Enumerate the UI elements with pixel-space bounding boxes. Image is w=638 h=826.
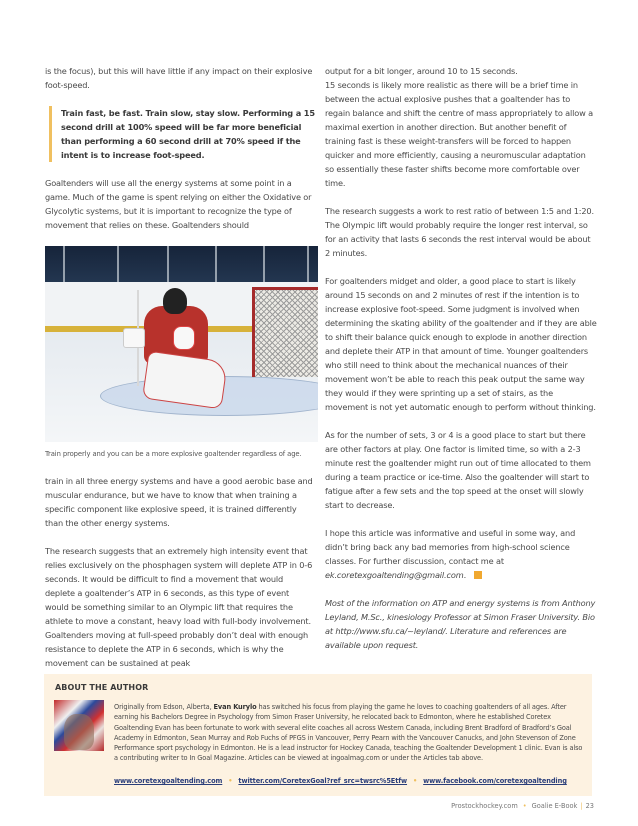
glass-divider bbox=[215, 246, 217, 282]
page-footer bbox=[451, 802, 594, 810]
footer-divider: | bbox=[580, 802, 583, 810]
photo-caption: Train properly and you can be a more explosive goaltender regardless of age. bbox=[45, 450, 302, 458]
mask-face-shape bbox=[64, 714, 94, 750]
work-rest-ratio-paragraph: The research suggests a work to rest ratio of between 1:5 and 1:20. The Olympic lift would probably require the longer rest interval, so for an activity that lasts 6 seconds the rest interval would be about 2 minutes. bbox=[325, 206, 594, 258]
goalie-helmet bbox=[163, 288, 187, 314]
bio-prefix: Originally from Edson, Alberta, bbox=[114, 703, 212, 711]
closing-paragraph bbox=[325, 526, 597, 582]
footer-site: Prostockhockey.com bbox=[451, 802, 518, 810]
goalie-glove bbox=[173, 326, 195, 350]
train-paragraph: train in all three energy systems and have a good aerobic base and muscular endurance, but we have to know that when training a specific component like explosive speed, it is trained differently than the other energy systems. bbox=[45, 476, 313, 528]
hockey-net bbox=[252, 287, 318, 377]
glass-divider bbox=[307, 246, 309, 282]
author-bio bbox=[114, 702, 586, 764]
output-paragraph-2: 15 seconds is likely more realistic as there will be a brief time in between the actual explosive pushes that a goaltender has to regain balance and shift the centre of mass appropriately to allow a maximal exertion in another direction. But another benefit of training fast is these weight-transfers will be forced to happen quicker and more efficiently, causing a neuromuscular adaptation so essentially these faster shifts become more comfortable over time. bbox=[325, 80, 593, 188]
email-period: . bbox=[463, 570, 467, 580]
link-separator: • bbox=[228, 777, 233, 785]
glass-divider bbox=[263, 246, 265, 282]
source-note: Most of the information on ATP and energy systems is from Anthony Leyland, M.Sc., kinesiology Professor at Simon Fraser University. Bio at http://www.sfu.ca/~leyland/. Literature and references are available upon request. bbox=[325, 598, 596, 650]
link-separator: • bbox=[413, 777, 418, 785]
pullquote: Train fast, be fast. Train slow, stay slow. Performing a 15 second drill at 100% speed will be far more beneficial than performing a 60 second drill at 70% speed if the intent is to increase foot-speed. bbox=[49, 106, 315, 162]
facebook-link[interactable]: www.facebook.com/coretexgoaltending bbox=[423, 777, 567, 785]
page-number: 23 bbox=[585, 802, 594, 810]
intro-paragraph: is the focus), but this will have little if any impact on their explosive foot-speed. bbox=[45, 66, 313, 90]
goaltender-photo bbox=[45, 246, 318, 442]
goalie-blocker bbox=[123, 328, 145, 348]
sets-paragraph: As for the number of sets, 3 or 4 is a good place to start but there are other factors at play. One factor is limited time, so with a 2-3 minute rest the goaltender might run out of time allocated to them during a team practice or ice-time. Also the goaltender will start to fatigue after a few sets and the top speed at the onset will slowly start to decrease. bbox=[325, 430, 591, 510]
glass-divider bbox=[117, 246, 119, 282]
left-column bbox=[45, 64, 315, 670]
closing-text: I hope this article was informative and useful in some way, and didn’t bring back any bad memories from high-school science classes. For further discussion, contact me at bbox=[325, 528, 576, 566]
glass-divider bbox=[167, 246, 169, 282]
glass-divider bbox=[63, 246, 65, 282]
author-links bbox=[114, 777, 567, 785]
author-box-title: ABOUT THE AUTHOR bbox=[55, 683, 149, 692]
end-of-article-icon bbox=[474, 571, 482, 579]
footer-publication: Goalie E-Book bbox=[531, 802, 578, 810]
author-name: Evan Kurylo bbox=[213, 703, 257, 711]
arena-stands bbox=[45, 246, 318, 282]
midget-paragraph: For goaltenders midget and older, a good place to start is likely around 15 seconds on and 2 minutes of rest if the intention is to increase explosive foot-speed. Some judgment is involved when determining the skating ability of the goaltender and if they are able to shift their balance quick enough to explode in another direction and deplete their ATP in that amount of time. Younger goaltenders who still need to think about the mechanical nuances of their movement won’t be able to reach this peak output the same way they would if they were sprinting up a set of stairs, as the movement is not yet automatic enough to perform without thinking. bbox=[325, 276, 597, 412]
output-paragraph-1: output for a bit longer, around 10 to 15 seconds. bbox=[325, 66, 518, 76]
website-link[interactable]: www.coretexgoaltending.com bbox=[114, 777, 223, 785]
energy-systems-paragraph: Goaltenders will use all the energy systems at some point in a game. Much of the game is spent relying on either the Oxidative or Glycolytic systems, but it is important to recognize the type of movement that relies on these. Goaltenders should bbox=[45, 178, 312, 230]
twitter-link[interactable]: twitter.com/CoretexGoal?ref_src=twsrc%5Etfw bbox=[238, 777, 408, 785]
research-paragraph: The research suggests that an extremely high intensity event that relies exclusively on the phosphagen system will deplete ATP in 0-6 seconds. It would be difficult to find a movement that would deplete a goaltender’s ATP in 6 seconds, as this type of event would be something similar to an Olympic lift that requires the athlete to move a constant, heavy load with full-body involvement. Goaltenders moving at full-speed probably don’t deal with enough resistance to deplete the ATP in 6 seconds, which is why the movement can be sustained at peak bbox=[45, 546, 313, 668]
right-column bbox=[325, 64, 597, 652]
footer-separator: • bbox=[522, 802, 527, 810]
about-author-box bbox=[44, 674, 592, 796]
bio-text: has switched his focus from playing the game he loves to coaching goaltenders of all ages. After earning his Bachelors Degree in Psychology from Simon Fraser University, he relocated back to Edmonton, where he established Coretex Goaltending Evan has been fortunate to work with several elite coaches all across Western Canada, including Brent Bradford of Bradford’s Goal Academy in Edmonton, Sean Murray and Rob Fuchs of PFGS in Vancouver, Perry Pearn with the Vancouver Canucks, and John Stevenson of Zone Performance sport psychology in Edmonton. He is a lead instructor for Hockey Canada, teaching the Goaltender Development 1 clinic. Evan is also a contributing writer to In Goal Magazine. Articles can be viewed at ingoalmag.com or under the Articles tab above. bbox=[114, 703, 583, 763]
author-mask-photo bbox=[54, 700, 104, 751]
contact-email-link[interactable]: ek.coretexgoaltending@gmail.com bbox=[325, 570, 464, 580]
